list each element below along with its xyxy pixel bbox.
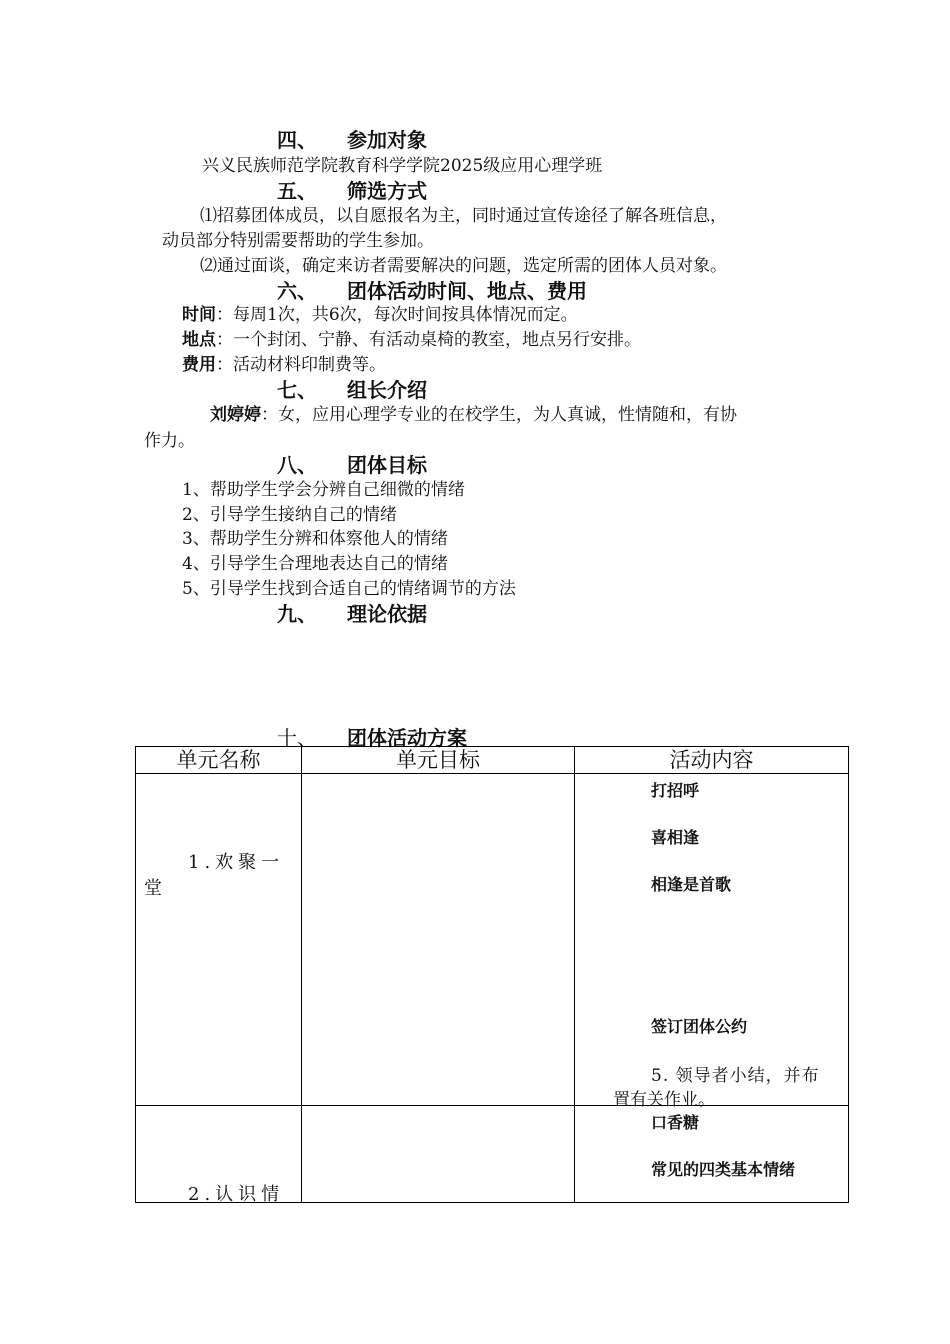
- unit-name-line: 1.欢聚一: [188, 852, 285, 873]
- activity-item: 相逢是首歌: [651, 875, 732, 894]
- section-number: 九、: [277, 602, 317, 626]
- activity-item: 喜相逢: [651, 828, 700, 847]
- unit-name-line: 堂: [144, 878, 167, 899]
- section-heading-9: [277, 598, 427, 627]
- cost-label: 费用: [182, 355, 216, 375]
- time-label: 时间: [182, 305, 216, 325]
- activity-content-cell: [575, 1106, 849, 1203]
- header-unit-goal: 单元目标: [302, 747, 575, 774]
- screening-line-1: ⑴招募团体成员，以自愿报名为主，同时通过宣传途径了解各班信息，: [200, 206, 727, 226]
- header-activity-content: 活动内容: [575, 747, 849, 774]
- leader-line-2: 作力。: [144, 431, 195, 451]
- place-line: [182, 325, 641, 350]
- table-row: [136, 774, 849, 1106]
- goal-item: 2、引导学生接纳自己的情绪: [182, 505, 397, 525]
- section-title: 理论依据: [347, 602, 427, 626]
- participants-text: 兴义民族师范学院教育科学学院2025级应用心理学班: [202, 156, 603, 176]
- activity-item: 打招呼: [651, 781, 700, 800]
- section-title: 团体目标: [347, 453, 427, 477]
- header-unit-name: 单元名称: [136, 747, 302, 774]
- cost-line: [182, 350, 386, 375]
- section-heading-5: [277, 175, 427, 204]
- summary-line: 置有关作业。: [613, 1090, 715, 1110]
- unit-name-cell: [136, 1106, 302, 1203]
- section-heading-4: [277, 124, 427, 153]
- section-title: 组长介绍: [347, 378, 427, 402]
- screening-line-3: ⑵通过面谈，确定来访者需要解决的问题，选定所需的团体人员对象。: [200, 256, 727, 276]
- leader-name: 刘婷婷: [210, 405, 261, 425]
- summary-line: 5. 领导者小结，并布: [651, 1066, 820, 1086]
- goal-item: 4、引导学生合理地表达自己的情绪: [182, 554, 448, 574]
- goal-item: 5、引导学生找到合适自己的情绪调节的方法: [182, 579, 516, 599]
- section-number: 四、: [277, 128, 317, 152]
- place-label: 地点: [182, 330, 216, 350]
- leader-line: [210, 400, 737, 425]
- activity-plan-table: [135, 746, 849, 1203]
- activity-item: 常见的四类基本情绪: [651, 1160, 796, 1179]
- activity-item: 口香糖: [651, 1113, 700, 1132]
- table-row: [136, 1106, 849, 1203]
- time-line: [182, 300, 578, 325]
- section-title: 筛选方式: [347, 179, 427, 203]
- section-heading-7: [277, 374, 427, 403]
- unit-goal-cell: [302, 774, 575, 1106]
- goal-item: 3、帮助学生分辨和体察他人的情绪: [182, 529, 448, 549]
- place-text: ：一个封闭、宁静、有活动桌椅的教室，地点另行安排。: [216, 330, 641, 350]
- activity-item: 签订团体公约: [651, 1017, 748, 1036]
- section-title: 参加对象: [347, 128, 427, 152]
- unit-goal-cell: [302, 1106, 575, 1203]
- section-number: 十、: [277, 726, 317, 750]
- cost-text: ：活动材料印制费等。: [216, 355, 386, 375]
- section-title: 团体活动时间、地点、费用: [347, 279, 587, 303]
- screening-line-2: 动员部分特别需要帮助的学生参加。: [162, 231, 434, 251]
- section-number: 六、: [277, 279, 317, 303]
- unit-name-cell: [136, 774, 302, 1106]
- section-title: 团体活动方案: [347, 726, 467, 750]
- section-number: 八、: [277, 453, 317, 477]
- time-text: ：每周1次，共6次，每次时间按具体情况而定。: [216, 305, 578, 325]
- section-number: 五、: [277, 179, 317, 203]
- goal-item: 1、帮助学生学会分辨自己细微的情绪: [182, 480, 465, 500]
- leader-text: ：女，应用心理学专业的在校学生，为人真诚，性情随和，有协: [261, 405, 737, 425]
- unit-name-line: 2.认识情: [188, 1184, 285, 1205]
- activity-content-cell: [575, 774, 849, 1110]
- section-heading-8: [277, 449, 427, 478]
- section-number: 七、: [277, 378, 317, 402]
- table-header-row: [136, 747, 849, 774]
